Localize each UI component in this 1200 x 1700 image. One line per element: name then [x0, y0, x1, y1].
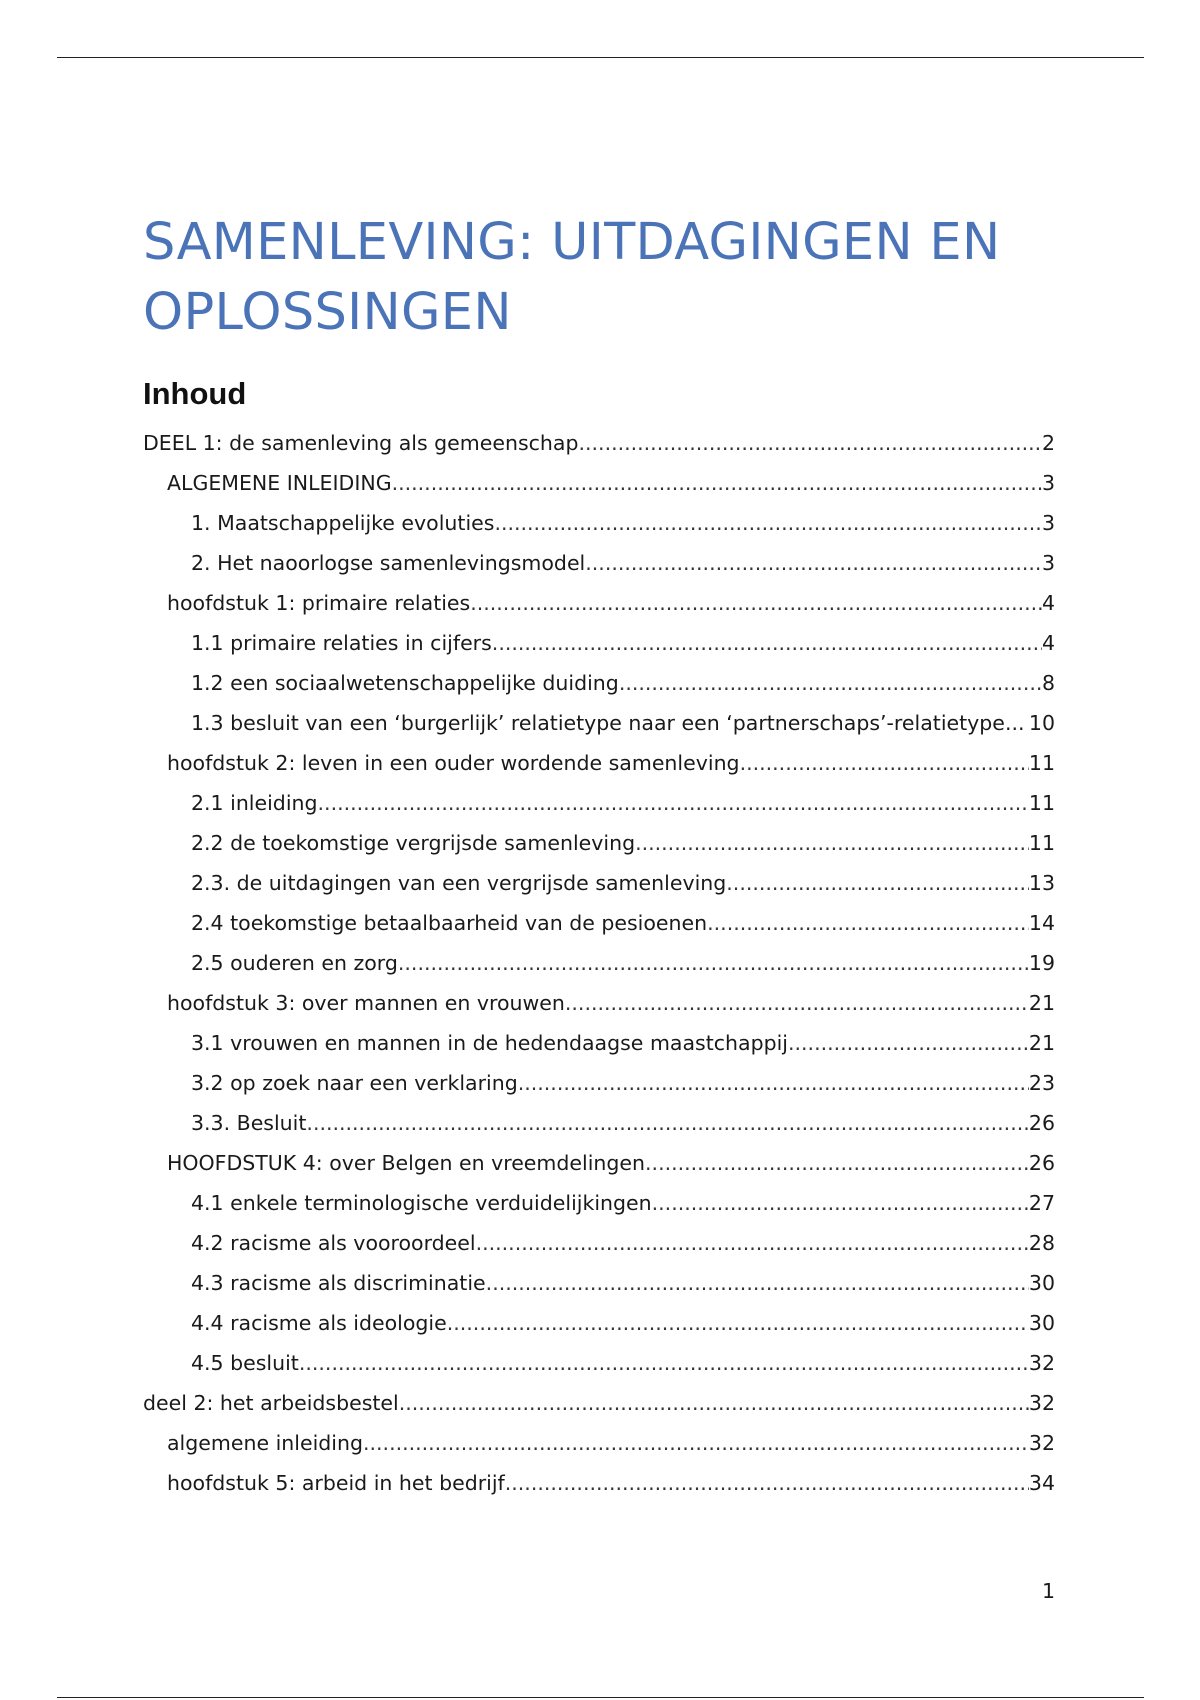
toc-entry[interactable]: [143, 1268, 1055, 1298]
toc-leader-dots: [399, 1388, 1029, 1418]
toc-leader-dots: [619, 668, 1042, 698]
toc-entry-title: 3.1 vrouwen en mannen in de hedendaagse maastchappij: [191, 1031, 788, 1055]
toc-entry[interactable]: [143, 1468, 1055, 1498]
toc-entry[interactable]: [143, 988, 1055, 1018]
toc-entry[interactable]: [143, 468, 1055, 498]
toc-entry[interactable]: [143, 1228, 1055, 1258]
toc-leader-dots: [505, 1468, 1029, 1498]
toc-leader-dots: [318, 788, 1029, 818]
toc-entry-page: 34: [1028, 1471, 1055, 1495]
toc-leader-dots: [635, 828, 1029, 858]
toc-entry-title: 3.3. Besluit: [191, 1111, 307, 1135]
toc-leader-dots: [565, 988, 1029, 1018]
toc-entry-page: 4: [1041, 591, 1055, 615]
toc-entry-page: 3: [1041, 551, 1055, 575]
toc-entry[interactable]: [143, 908, 1055, 938]
toc-leader-dots: [518, 1068, 1029, 1098]
toc-entry[interactable]: [143, 1148, 1055, 1178]
toc-entry-page: 11: [1028, 791, 1055, 815]
document-title: SAMENLEVING: UITDAGINGEN EN OPLOSSINGEN: [143, 213, 1001, 342]
toc-entry-page: 32: [1028, 1351, 1055, 1375]
toc-leader-dots: [788, 1028, 1029, 1058]
toc-leader-dots: [486, 1268, 1029, 1298]
toc-entry-page: 11: [1028, 751, 1055, 775]
toc-entry-title: 3.2 op zoek naar een verklaring: [191, 1071, 518, 1095]
toc-entry-title: ALGEMENE INLEIDING: [167, 471, 392, 495]
toc-entry-title: algemene inleiding: [167, 1431, 363, 1455]
toc-entry-page: 32: [1028, 1391, 1055, 1415]
toc-entry-title: 1. Maatschappelijke evoluties: [191, 511, 495, 535]
toc-entry-page: 8: [1041, 671, 1055, 695]
toc-entry-title: HOOFDSTUK 4: over Belgen en vreemdelingen: [167, 1151, 646, 1175]
toc-entry[interactable]: [143, 508, 1055, 538]
toc-entry-page: 10: [1028, 711, 1055, 735]
footer-rule: [57, 1697, 1144, 1698]
header-rule: [57, 57, 1144, 58]
toc-entry-page: 21: [1028, 991, 1055, 1015]
toc-leader-dots: [299, 1348, 1029, 1378]
toc-entry-title: 2.1 inleiding: [191, 791, 318, 815]
toc-entry[interactable]: [143, 548, 1055, 578]
toc-leader-dots: [494, 508, 1042, 538]
toc-entry-title: DEEL 1: de samenleving als gemeenschap: [143, 431, 579, 455]
table-of-contents: [143, 428, 1055, 1508]
toc-entry[interactable]: [143, 1068, 1055, 1098]
toc-entry-page: 11: [1028, 831, 1055, 855]
toc-entry-title: hoofdstuk 2: leven in een ouder wordende samenleving: [167, 751, 740, 775]
toc-entry[interactable]: [143, 868, 1055, 898]
toc-leader-dots: [476, 1228, 1029, 1258]
toc-entry-title: 1.1 primaire relaties in cijfers: [191, 631, 492, 655]
toc-entry-title: 2. Het naoorlogse samenlevingsmodel: [191, 551, 586, 575]
toc-entry-title: 4.1 enkele terminologische verduidelijkingen: [191, 1191, 652, 1215]
toc-entry-page: 13: [1028, 871, 1055, 895]
toc-entry-title: 2.3. de uitdagingen van een vergrijsde samenleving: [191, 871, 727, 895]
toc-leader-dots: [645, 1148, 1029, 1178]
toc-leader-dots: [707, 908, 1029, 938]
toc-entry-title: 2.5 ouderen en zorg: [191, 951, 398, 975]
toc-entry[interactable]: [143, 428, 1055, 458]
toc-leader-dots: [579, 428, 1042, 458]
toc-entry-page: 32: [1028, 1431, 1055, 1455]
toc-leader-dots: [492, 628, 1042, 658]
toc-entry[interactable]: [143, 708, 1055, 738]
toc-entry[interactable]: [143, 1188, 1055, 1218]
toc-entry-page: 21: [1028, 1031, 1055, 1055]
toc-entry-page: 3: [1041, 471, 1055, 495]
toc-entry-page: 26: [1028, 1151, 1055, 1175]
toc-leader-dots: [652, 1188, 1029, 1218]
toc-entry-title: 2.4 toekomstige betaalbaarheid van de pesioenen: [191, 911, 708, 935]
toc-entry[interactable]: [143, 1388, 1055, 1418]
toc-entry[interactable]: [143, 748, 1055, 778]
toc-leader-dots: [470, 588, 1042, 618]
toc-entry-page: 30: [1028, 1271, 1055, 1295]
toc-entry[interactable]: [143, 1428, 1055, 1458]
toc-entry-title: 4.3 racisme als discriminatie: [191, 1271, 486, 1295]
toc-entry-page: 2: [1041, 431, 1055, 455]
toc-entry[interactable]: [143, 1308, 1055, 1338]
toc-leader-dots: [306, 1108, 1028, 1138]
toc-entry-page: 14: [1028, 911, 1055, 935]
toc-leader-dots: [363, 1428, 1029, 1458]
toc-entry-page: 30: [1028, 1311, 1055, 1335]
toc-leader-dots: [392, 468, 1042, 498]
toc-entry[interactable]: [143, 668, 1055, 698]
toc-entry-page: 19: [1028, 951, 1055, 975]
toc-leader-dots: [740, 748, 1029, 778]
toc-leader-dots: ...: [1004, 711, 1025, 735]
toc-entry-title: hoofdstuk 1: primaire relaties: [167, 591, 471, 615]
toc-entry-title: 1.3 besluit van een ‘burgerlijk’ relatietype naar een ‘partnerschaps’-relatietype: [191, 711, 1005, 735]
toc-entry[interactable]: [143, 788, 1055, 818]
toc-entry-title: 4.2 racisme als vooroordeel: [191, 1231, 476, 1255]
toc-leader-dots: [398, 948, 1029, 978]
toc-entry-title: 4.5 besluit: [191, 1351, 299, 1375]
toc-entry[interactable]: [143, 828, 1055, 858]
toc-entry-title: 4.4 racisme als ideologie: [191, 1311, 447, 1335]
toc-entry-page: 4: [1041, 631, 1055, 655]
toc-entry-title: hoofdstuk 3: over mannen en vrouwen: [167, 991, 565, 1015]
toc-leader-dots: [726, 868, 1029, 898]
toc-entry[interactable]: [143, 1028, 1055, 1058]
page-number: 1: [1041, 1579, 1055, 1603]
toc-leader-dots: [447, 1308, 1029, 1338]
toc-entry-page: 28: [1028, 1231, 1055, 1255]
toc-entry-title: 1.2 een sociaalwetenschappelijke duiding: [191, 671, 619, 695]
toc-entry-page: 23: [1028, 1071, 1055, 1095]
toc-entry-page: 3: [1041, 511, 1055, 535]
toc-entry[interactable]: [143, 948, 1055, 978]
toc-entry-title: 2.2 de toekomstige vergrijsde samenleving: [191, 831, 636, 855]
toc-entry-page: 27: [1028, 1191, 1055, 1215]
toc-entry-title: hoofdstuk 5: arbeid in het bedrijf: [167, 1471, 505, 1495]
toc-entry-page: 26: [1028, 1111, 1055, 1135]
toc-heading: Inhoud: [143, 376, 247, 411]
toc-entry-title: deel 2: het arbeidsbestel: [143, 1391, 399, 1415]
toc-entry[interactable]: [143, 1348, 1055, 1378]
toc-entry[interactable]: [143, 588, 1055, 618]
toc-entry[interactable]: [143, 628, 1055, 658]
toc-entry[interactable]: [143, 1108, 1055, 1138]
toc-leader-dots: [585, 548, 1042, 578]
